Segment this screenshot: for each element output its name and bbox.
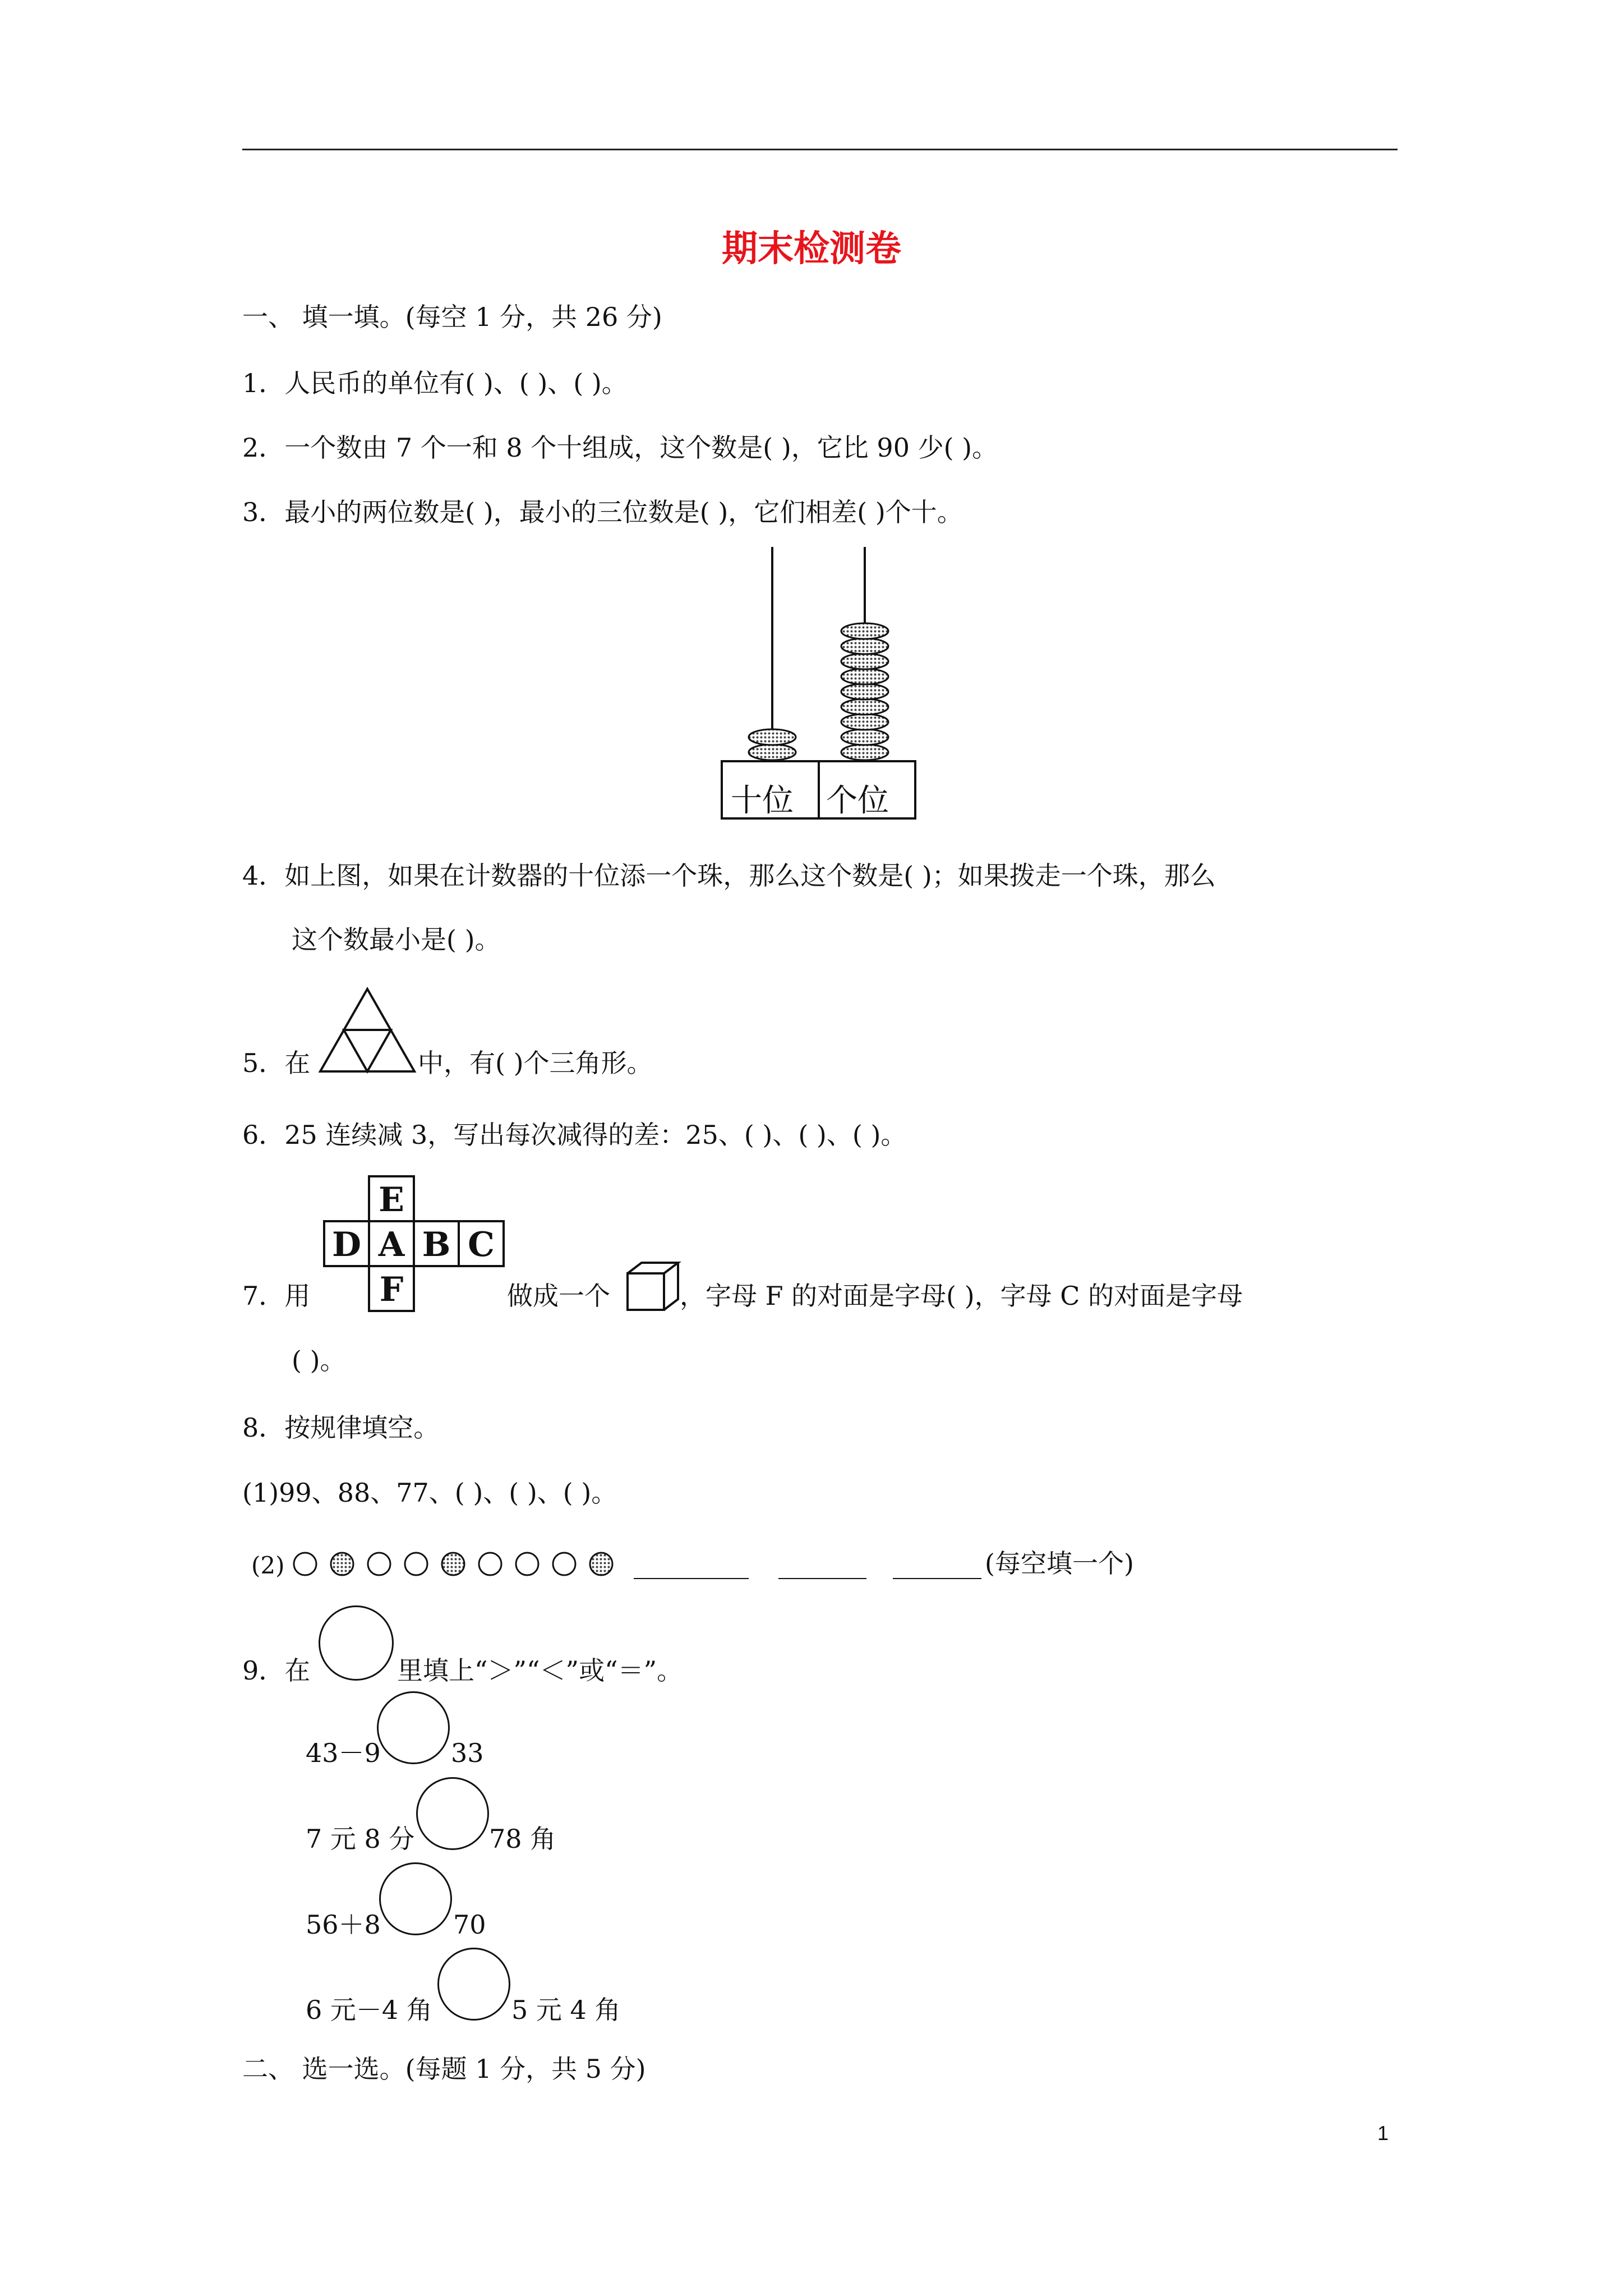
question-4-line-1: 4．如上图，如果在计数器的十位添一个珠，那么这个数是( )；如果拨走一个珠，那么 xyxy=(242,861,1216,891)
compare-left-1: 43－9 xyxy=(306,1738,381,1768)
compare-left-3: 56＋8 xyxy=(306,1910,381,1940)
pattern-circle-shaded xyxy=(331,1553,353,1575)
compare-circle-example xyxy=(319,1605,394,1681)
pattern-circle-empty xyxy=(405,1553,427,1575)
pattern-circle-empty xyxy=(294,1553,316,1575)
abacus-bead-ones xyxy=(841,654,888,669)
abacus-ones-label: 个位 xyxy=(826,783,889,819)
compare-left-4: 6 元－4 角 xyxy=(306,1995,432,2025)
abacus-tens-beads xyxy=(749,729,796,760)
cube-icon xyxy=(626,1261,682,1312)
net-letter-bottom: F xyxy=(379,1270,404,1309)
abacus-bead-ones xyxy=(841,669,888,684)
pattern-circle-shaded xyxy=(442,1553,464,1575)
abacus-bead-ones xyxy=(841,699,888,715)
question-6: 6．25 连续减 3，写出每次减得的差：25、( )、( )、( )。 xyxy=(242,1120,907,1150)
question-8-part-2-prefix: (2) xyxy=(251,1552,285,1579)
abacus-bead-ones xyxy=(841,744,888,760)
abacus-bead-tens xyxy=(749,744,796,760)
triangle-figure xyxy=(319,987,417,1074)
question-7-middle: 做成一个 xyxy=(507,1281,610,1311)
question-7-suffix: ，字母 F 的对面是字母( )，字母 C 的对面是字母 xyxy=(680,1281,1243,1311)
pattern-circle-empty xyxy=(368,1553,390,1575)
cube-net-figure xyxy=(323,1175,508,1313)
net-letter-row-2: B xyxy=(422,1225,451,1264)
compare-right-3: 70 xyxy=(453,1910,486,1940)
abacus-bead-ones xyxy=(841,623,888,639)
compare-circle-4[interactable] xyxy=(437,1948,510,2021)
question-7-line-2: ( )。 xyxy=(292,1345,346,1375)
pattern-circle-shaded xyxy=(590,1553,612,1575)
compare-circle-1[interactable] xyxy=(377,1691,450,1764)
pattern-circle-empty xyxy=(553,1553,575,1575)
question-5-suffix: 中，有( )个三角形。 xyxy=(418,1048,653,1078)
question-4-line-2: 这个数最小是( )。 xyxy=(292,924,501,955)
pattern-circle-empty xyxy=(479,1553,501,1575)
compare-right-4: 5 元 4 角 xyxy=(511,1995,621,2025)
abacus-bead-tens xyxy=(749,729,796,745)
net-letter-row-1: A xyxy=(378,1225,405,1264)
question-1: 1．人民币的单位有( )、( )、( )。 xyxy=(242,368,628,398)
abacus-bead-ones xyxy=(841,684,888,700)
compare-circle-2[interactable] xyxy=(416,1777,489,1850)
pattern-circle-empty xyxy=(516,1553,538,1575)
question-8-part-2-suffix: (每空填一个) xyxy=(985,1548,1134,1579)
net-letter-row-3: C xyxy=(468,1225,495,1264)
section-1-heading: 一、 填一填。(每空 1 分，共 26 分) xyxy=(242,302,662,332)
circle-pattern xyxy=(293,1549,640,1583)
abacus-bead-ones xyxy=(841,714,888,730)
question-9-prefix: 9．在 xyxy=(242,1655,311,1686)
question-3: 3．最小的两位数是( )，最小的三位数是( )，它们相差( )个十。 xyxy=(242,497,963,527)
page-number: 1 xyxy=(1377,2122,1389,2145)
abacus-bead-ones xyxy=(841,638,888,654)
question-2: 2．一个数由 7 个一和 8 个十组成，这个数是( )，它比 90 少( )。 xyxy=(242,432,998,463)
net-letter-row-0: D xyxy=(331,1225,362,1264)
compare-left-2: 7 元 8 分 xyxy=(306,1824,415,1854)
abacus-ones-beads xyxy=(841,623,888,760)
question-8-part-1: (1)99、88、77、( )、( )、( )。 xyxy=(242,1478,617,1508)
compare-circle-3[interactable] xyxy=(379,1862,452,1935)
compare-right-1: 33 xyxy=(451,1738,484,1768)
net-letter-top: E xyxy=(379,1180,404,1220)
question-8-heading: 8．按规律填空。 xyxy=(242,1412,440,1443)
question-7-prefix: 7．用 xyxy=(242,1281,311,1311)
compare-right-2: 78 角 xyxy=(489,1824,556,1854)
abacus-tens-label: 十位 xyxy=(731,783,794,819)
question-9-suffix: 里填上“＞”“＜”或“＝”。 xyxy=(397,1655,683,1686)
header-rule xyxy=(242,149,1398,150)
question-5-prefix: 5．在 xyxy=(242,1048,311,1078)
abacus-bead-ones xyxy=(841,729,888,745)
section-2-heading: 二、 选一选。(每题 1 分，共 5 分) xyxy=(242,2054,646,2084)
answer-blanks xyxy=(634,1548,993,1582)
page-title: 期末检测卷 xyxy=(722,228,901,270)
